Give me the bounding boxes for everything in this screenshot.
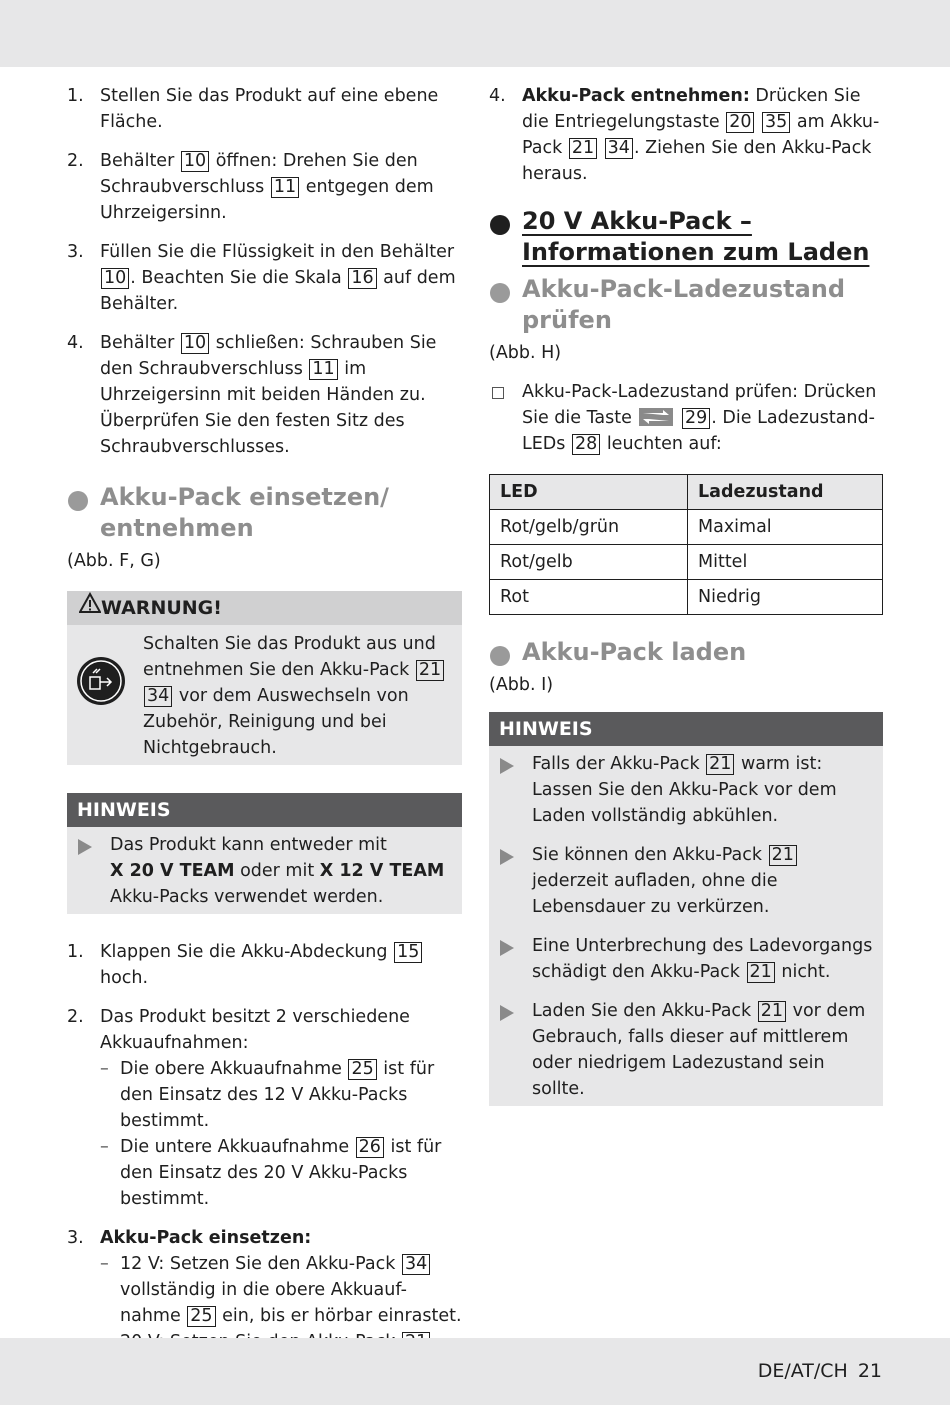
part-number-ref: 10: [181, 333, 209, 354]
part-number-ref: 10: [101, 268, 129, 289]
table-row: [490, 580, 883, 615]
part-number-ref: 16: [348, 268, 376, 289]
part-number-ref: 11: [271, 177, 299, 198]
list-number: 4.: [489, 86, 506, 106]
warning-body: [67, 625, 462, 765]
note-item: Falls der Akku-Pack 21 warm ist: Lassen Sie den Akku-Pack vor dem Laden vollständig abkühlen.: [499, 751, 873, 829]
table-header-row: [490, 475, 883, 510]
step-remove-pack: [489, 83, 883, 187]
part-number-ref: 11: [309, 359, 337, 380]
figure-reference: (Abb. I): [489, 675, 554, 695]
figure-reference: (Abb. H): [489, 343, 562, 363]
list-number: 3.: [67, 1228, 84, 1248]
bullet-dot-icon: [490, 283, 510, 303]
charge-button-icon: [639, 408, 673, 426]
list-number: 2.: [67, 1007, 84, 1027]
steps-list-b: [67, 939, 462, 1407]
warning-text: Schalten Sie das Produkt aus und entnehmen Sie den Akku-Pack 21 34 vor dem Auswechseln von Zubehör, Reinigung und bei Nichtgebrauch.: [143, 631, 446, 761]
left-column: [67, 83, 462, 1420]
section-heading-charge-pack: Akku-Pack laden: [489, 637, 883, 668]
note-item: Das Produkt kann entweder mit X 20 V TEAM oder mit X 12 V TEAM Akku-Packs verwendet werden.: [77, 832, 452, 910]
bold-text: Akku-Pack einsetzen:: [100, 1228, 312, 1248]
table-cell: Rot/gelb/grün: [490, 510, 688, 545]
bold-text: X 20 V TEAM: [110, 861, 235, 881]
dash-bullet: –: [100, 1137, 109, 1157]
note-body: [489, 746, 883, 1106]
table-cell: Niedrig: [688, 580, 883, 615]
figure-reference: (Abb. F, G): [67, 551, 161, 571]
bold-text: X 12 V TEAM: [319, 861, 445, 881]
arrow-bullet-icon: [78, 839, 92, 855]
warning-box: [67, 591, 462, 765]
sub-list-item: – Die untere Akkuaufnahme 26 ist für den Einsatz des 20 V Akku-Packs bestimmt.: [100, 1134, 462, 1212]
checkbox-item: Akku-Pack-Ladezustand prüfen: Drücken Sie die Taste 29 . Die Ladezustand-LEDs 28 leuchten auf:: [489, 379, 883, 457]
part-number-ref: 21: [706, 754, 734, 775]
list-number: 3.: [67, 242, 84, 262]
arrow-bullet-icon: [500, 1005, 514, 1021]
part-number-ref: 21: [569, 138, 597, 159]
table-cell: Rot: [490, 580, 688, 615]
list-number: 1.: [67, 942, 84, 962]
bullet-dot-icon: [68, 491, 88, 511]
list-item: 3. Füllen Sie die Flüssigkeit in den Behälter 10 . Beachten Sie die Skala 16 auf dem Behälter.: [67, 239, 462, 317]
part-number-ref: 35: [762, 112, 790, 133]
part-number-ref: 34: [144, 686, 172, 707]
note-item: Eine Unterbrechung des Ladevorgangs schädigt den Akku-Pack 21 nicht.: [499, 933, 873, 985]
warning-title: WARNUNG!: [101, 597, 222, 619]
warning-header: [67, 591, 462, 625]
list-item: 2. Das Produkt besitzt 2 verschiedene Akkuaufnahmen: – Die obere Akkuaufnahme 25 ist für den Einsatz des 12 V Akku-Packs bestimmt. – Die untere Akkuaufnahme 26 ist für den Einsatz des 20 V Akku-Packs bestimmt.: [67, 1004, 462, 1212]
checkbox-square-icon: [492, 387, 504, 399]
page-footer: [758, 1358, 882, 1384]
note-box-right: [489, 712, 883, 1106]
page-number: 21: [857, 1360, 882, 1382]
part-number-ref: 15: [394, 942, 422, 963]
charge-status-table: [489, 474, 883, 615]
list-item: 1. Stellen Sie das Produkt auf eine ebene Fläche.: [67, 83, 462, 135]
part-number-ref: 25: [348, 1059, 376, 1080]
bold-text: Akku-Pack entnehmen:: [522, 86, 750, 106]
part-number-ref: 20: [726, 112, 754, 133]
arrow-bullet-icon: [500, 849, 514, 865]
part-number-ref: 21: [747, 962, 775, 983]
table-cell: Rot/gelb: [490, 545, 688, 580]
note-item: Laden Sie den Akku-Pack 21 vor dem Gebrauch, falls dieser auf mittlerem oder niedrigem Ladezustand sein sollte.: [499, 998, 873, 1102]
arrow-bullet-icon: [500, 758, 514, 774]
list-number: 2.: [67, 151, 84, 171]
note-body: [67, 827, 462, 914]
dash-bullet: –: [100, 1059, 109, 1079]
dash-bullet: –: [100, 1254, 109, 1274]
top-band: [0, 0, 950, 67]
steps-list-a: [67, 83, 462, 460]
table-row: [490, 545, 883, 580]
list-item: 2. Behälter 10 öffnen: Drehen Sie den Schraubverschluss 11 entgegen dem Uhrzeigersinn.: [67, 148, 462, 226]
bullet-dot-icon: [490, 646, 510, 666]
sub-list-item: – Die obere Akkuaufnahme 25 ist für den Einsatz des 12 V Akku-Packs bestimmt.: [100, 1056, 462, 1134]
bullet-dot-icon: [490, 215, 510, 235]
part-number-ref: 21: [758, 1001, 786, 1022]
table-cell: Mittel: [688, 545, 883, 580]
list-number: 1.: [67, 86, 84, 106]
list-item: 1. Klappen Sie die Akku-Abdeckung 15 hoch.: [67, 939, 462, 991]
section-heading-charging-info: 20 V Akku-Pack – Informationen zum Laden: [489, 206, 883, 268]
list-item: 4. Behälter 10 schließen: Schrauben Sie den Schraubverschluss 11 im Uhrzeigersinn mit beiden Händen zu. Überprüfen Sie den festen Sitz des Schraubverschlusses.: [67, 330, 462, 460]
part-number-ref: 34: [605, 138, 633, 159]
sub-list-item: – 12 V: Setzen Sie den Akku-Pack 34 vollständig in die obere Akkuauf- nahme 25 ein, bis er hörbar einrastet.: [100, 1251, 462, 1329]
part-number-ref: 21: [416, 660, 444, 681]
note-header: HINWEIS: [489, 712, 883, 746]
warning-triangle-icon: [79, 591, 101, 625]
part-number-ref: 10: [181, 151, 209, 172]
remove-battery-icon: [76, 656, 126, 706]
part-number-ref: 25: [187, 1306, 215, 1327]
header-led: LED: [490, 475, 688, 510]
header-status: Ladezustand: [688, 475, 883, 510]
list-item: 4. Akku-Pack entnehmen: Drücken Sie die Entriegelungstaste 20 35 am Akku-Pack 21 34 . Ziehen Sie den Akku-Pack heraus.: [489, 83, 883, 187]
section-heading-check-charge: Akku-Pack-Ladezustand prüfen: [489, 274, 883, 336]
section-heading-insert-remove: Akku-Pack einsetzen/ entnehmen: [67, 482, 462, 544]
part-number-ref: 34: [402, 1254, 430, 1275]
part-number-ref: 21: [769, 845, 797, 866]
table-row: [490, 510, 883, 545]
table-cell: Maximal: [688, 510, 883, 545]
note-item: Sie können den Akku-Pack 21 jederzeit aufladen, ohne die Lebensdauer zu verkürzen.: [499, 842, 873, 920]
part-number-ref: 28: [572, 434, 600, 455]
right-column: [489, 83, 883, 1106]
part-number-ref: 26: [356, 1137, 384, 1158]
arrow-bullet-icon: [500, 940, 514, 956]
note-header: HINWEIS: [67, 793, 462, 827]
note-box-left: [67, 793, 462, 914]
list-number: 4.: [67, 333, 84, 353]
region-label: DE/AT/CH: [757, 1360, 848, 1382]
part-number-ref: 29: [682, 408, 710, 429]
